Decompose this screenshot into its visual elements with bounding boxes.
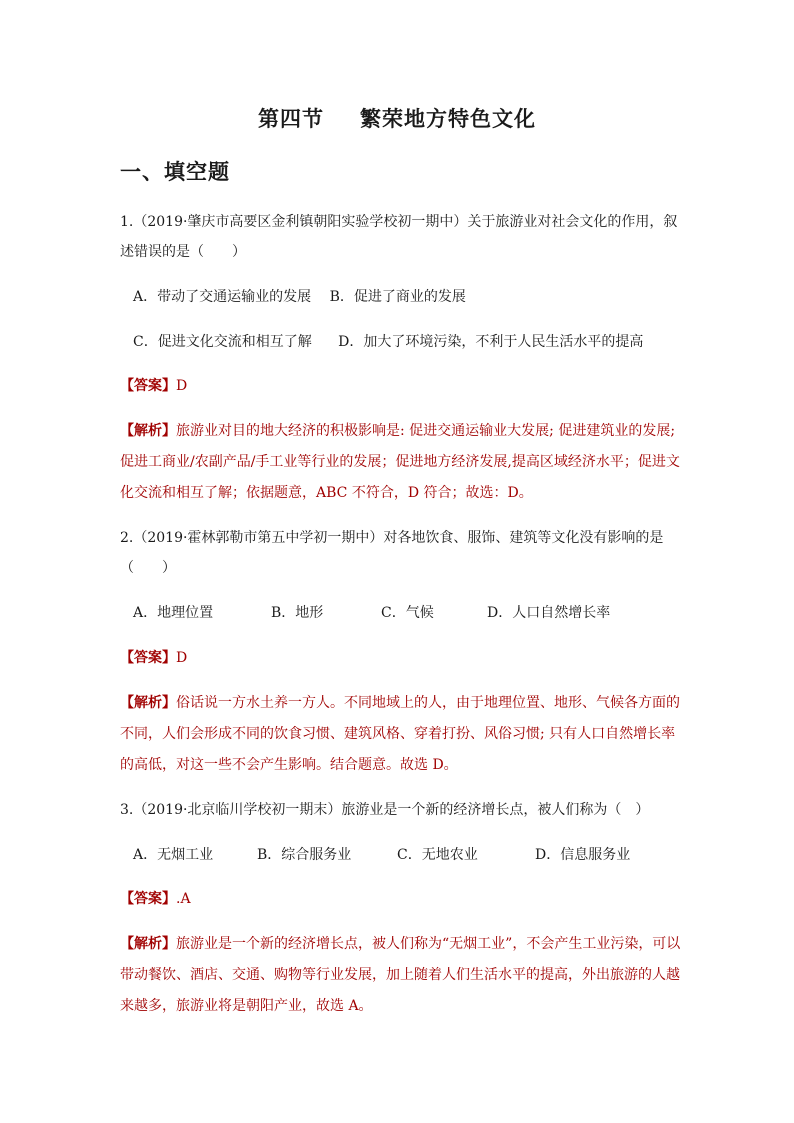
analysis-tag: 【解析】 — [120, 695, 176, 711]
page-title — [0, 103, 794, 133]
question-1-answer — [120, 376, 187, 396]
question-2-option-a: A．地理位置 — [133, 605, 214, 621]
answer-value: D — [176, 650, 188, 666]
question-1-analysis-line2: 促进工商业/农副产品/手工业等行业的发展；促进地方经济发展,提高区域经济水平；促进文 — [120, 454, 680, 470]
question-2-option-b: B．地形 — [271, 605, 324, 621]
answer-value: .A — [176, 891, 191, 907]
answer-tag: 【答案】 — [120, 891, 176, 907]
question-3-analysis-line1 — [120, 934, 680, 954]
question-3-option-d: D．信息服务业 — [535, 847, 631, 863]
question-3-analysis-line3: 来越多，旅游业将是朝阳产业，故选 A。 — [120, 998, 373, 1014]
question-2-analysis-line1 — [120, 693, 680, 713]
question-3-stem: 3.（2019·北京临川学校初一期末）旅游业是一个新的经济增长点，被人们称为（ ） — [120, 802, 650, 818]
question-1-analysis-line1 — [120, 421, 675, 441]
question-2-analysis-line2: 不同，人们会形成不同的饮食习惯、建筑风格、穿着打扮、风俗习惯; 只有人口自然增长率 — [120, 726, 676, 742]
question-1-analysis-line3: 化交流和相互了解；依据题意，ABC 不符合，D 符合；故选：D。 — [120, 485, 533, 501]
question-3-option-a: A．无烟工业 — [133, 847, 214, 863]
question-1-option-a: A．带动了交通运输业的发展 — [133, 289, 312, 305]
title-section-number: 第四节 — [258, 106, 324, 131]
question-2-options-row — [133, 603, 610, 623]
answer-tag: 【答案】 — [120, 650, 176, 666]
question-3-option-b: B．综合服务业 — [257, 847, 352, 863]
analysis-text: 旅游业是一个新的经济增长点，被人们称为“无烟工业”，不会产生工业污染，可以 — [176, 936, 681, 952]
question-3-answer — [120, 889, 191, 909]
question-2-stem-line1: 2.（2019·霍林郭勒市第五中学初一期中）对各地饮食、服饰、建筑等文化没有影响的是 — [120, 530, 664, 546]
question-3-analysis-line2: 带动餐饮、酒店、交通、购物等行业发展，加上随着人们生活水平的提高，外出旅游的人越 — [120, 967, 680, 983]
question-3-options-row — [133, 845, 630, 865]
question-1-stem-line1: 1.（2019·肇庆市高要区金利镇朝阳实验学校初一期中）关于旅游业对社会文化的作用，叙 — [120, 214, 678, 230]
analysis-tag: 【解析】 — [120, 936, 176, 952]
analysis-text: 旅游业对目的地大经济的积极影响是: 促进交通运输业大发展; 促进建筑业的发展; — [176, 423, 676, 439]
question-1-option-d: D．加大了环境污染，不利于人民生活水平的提高 — [338, 334, 644, 350]
section-heading: 一、填空题 — [120, 159, 230, 184]
question-1-options-row2 — [133, 332, 643, 352]
analysis-tag: 【解析】 — [120, 423, 176, 439]
question-2-option-d: D．人口自然增长率 — [487, 605, 611, 621]
title-text: 繁荣地方特色文化 — [360, 106, 536, 131]
question-2-analysis-line3: 的高低，对这一些不会产生影响。结合题意。故选 D。 — [120, 757, 458, 773]
question-2-answer — [120, 648, 187, 668]
question-1-option-c: C．促进文化交流和相互了解 — [133, 334, 312, 350]
answer-value: D — [176, 378, 188, 394]
question-3-option-c: C．无地农业 — [397, 847, 478, 863]
analysis-text: 俗话说一方水土养一方人。不同地域上的人，由于地理位置、地形、气候各方面的 — [176, 695, 680, 711]
question-1-option-b: B．促进了商业的发展 — [329, 289, 466, 305]
question-2-stem-line2: （ ） — [120, 560, 176, 576]
question-1-options-row1 — [133, 287, 466, 307]
question-2-option-c: C．气候 — [381, 605, 434, 621]
question-1-stem-line2: 述错误的是（ ） — [120, 244, 246, 260]
answer-tag: 【答案】 — [120, 378, 176, 394]
